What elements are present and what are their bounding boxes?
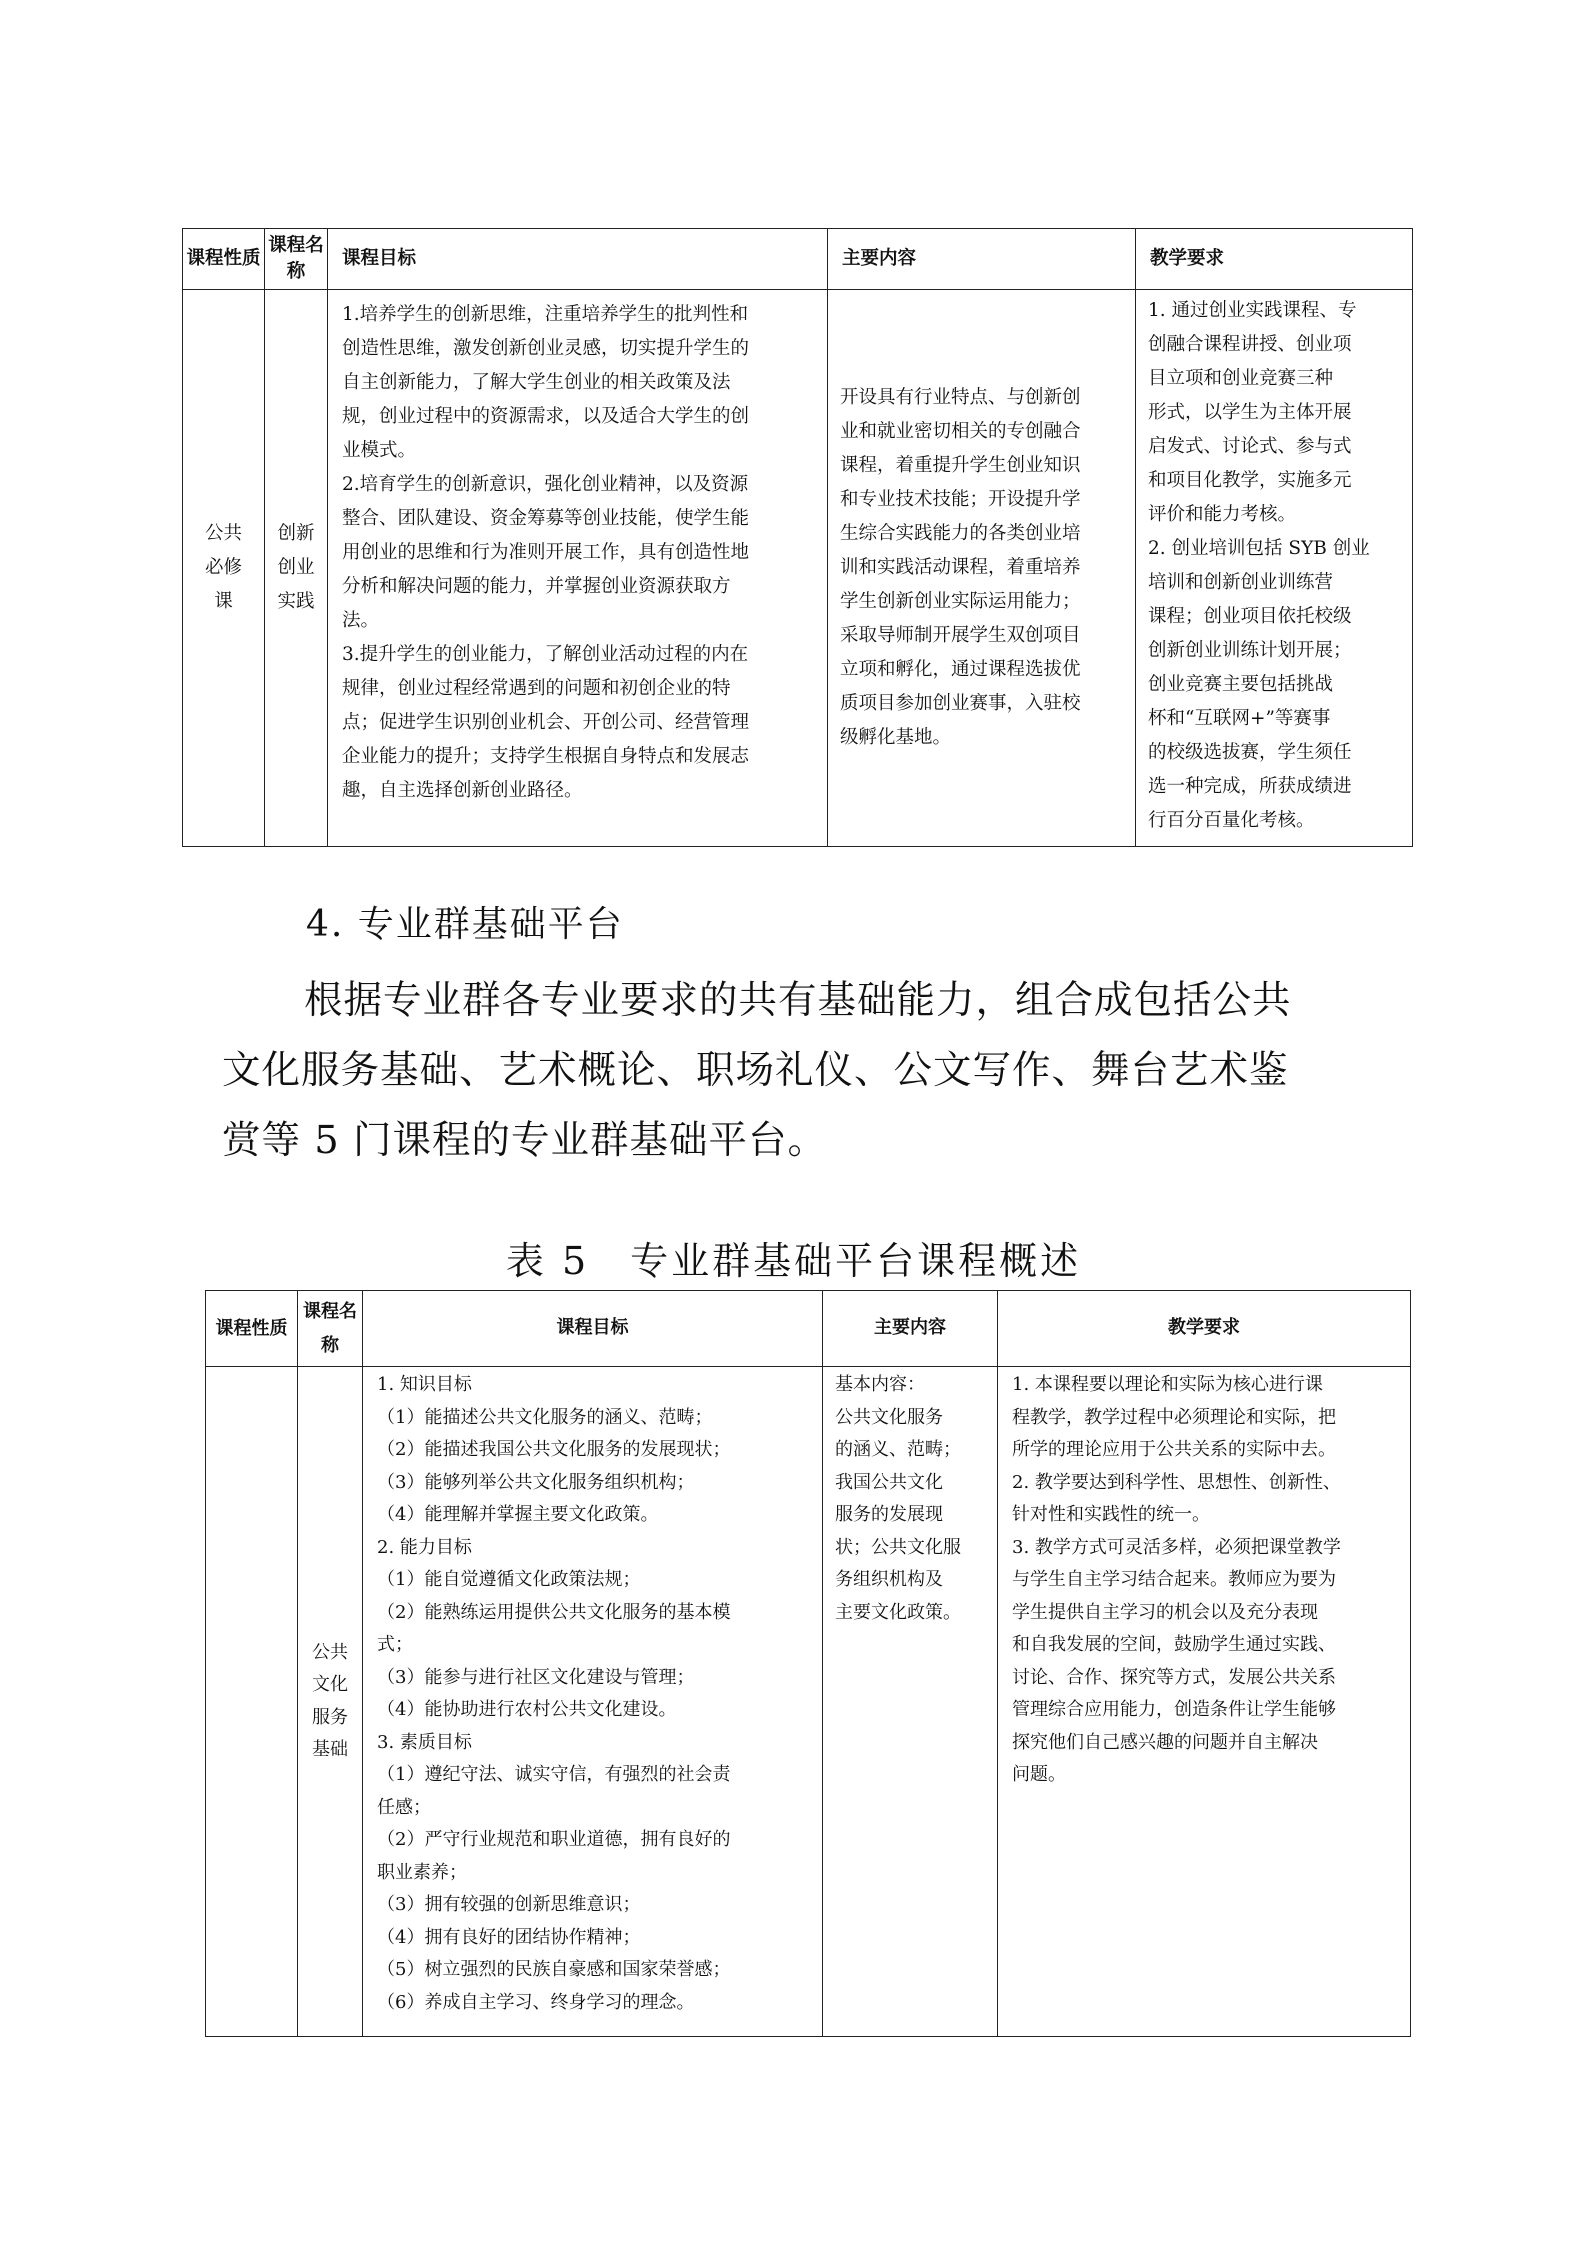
course-table-2 [205,1290,1411,2037]
text-line: 我国公共文化 [835,1471,943,1493]
table-header-row [206,1291,1411,1367]
text-line: （3）能参与进行社区文化建设与管理； [377,1666,695,1688]
text-line: 行百分百量化考核。 [1148,810,1315,831]
text-line: 创融合课程讲授、创业项 [1148,334,1352,355]
cell-course-type [206,1367,298,2037]
cell-teaching-req [998,1367,1411,2037]
table-header-row [183,229,1413,290]
text-line: 整合、团队建设、资金筹募等创业技能，使学生能 [342,508,750,529]
text-line: 课程，着重提升学生创业知识 [840,455,1081,476]
text-line: （3）拥有较强的创新思维意识； [377,1894,641,1915]
header-course-name-text: 课程名称 [303,1300,357,1356]
text-line: 式； [377,1634,413,1655]
text-line: 1. 知识目标 [377,1374,472,1395]
text-line: 企业能力的提升；支持学生根据自身特点和发展志 [342,746,750,767]
table-row [183,290,1413,847]
text-line: 规，创业过程中的资源需求，以及适合大学生的创 [342,406,750,427]
text-line: 课程；创业项目依托校级 [1148,606,1352,627]
section-paragraph [222,966,1412,1176]
text-line: 服务的发展现 [835,1504,943,1525]
text-line: 公共 [204,523,242,544]
text-line: 启发式、讨论式、参与式 [1148,436,1352,457]
text-line: 公共 [312,1641,348,1663]
text-line: 1. 本课程要以理论和实际为核心进行课 [1012,1374,1323,1395]
header-course-goal [363,1291,823,1367]
table-row [206,1367,1411,2037]
course-type-lines [183,517,264,619]
section-heading: 4. 专业群基础平台 [306,904,624,945]
cell-course-name [298,1367,363,2037]
text-line: 3. 教学方式可灵活多样，必须把课堂教学 [1012,1536,1341,1558]
header-text [183,246,264,272]
text-line: （4）能协助进行农村公共文化建设。 [377,1699,677,1720]
text-line: 分析和解决问题的能力，并掌握创业资源获取方 [342,576,731,597]
text-line: 的校级选拔赛，学生须任 [1148,742,1352,763]
paragraph-line: 文化服务基础、艺术概论、职场礼仪、公文写作、舞台艺术鉴 [222,1048,1289,1093]
course-name-lines [265,517,327,619]
teaching-req-lines [1148,294,1412,838]
text-line: （4）能理解并掌握主要文化政策。 [377,1504,659,1525]
text-line: 规律，创业过程经常遇到的问题和初创企业的特 [342,678,731,699]
header-main-content [828,229,1136,290]
text-line: 和自我发展的空间，鼓励学生通过实践、 [1012,1634,1336,1655]
text-line: 课 [214,591,233,612]
header-course-name-text: 课程名称 [268,235,324,282]
text-line: 职业素养； [377,1861,467,1883]
header-main-content-text: 主要内容 [842,248,917,269]
text-line: 服务 [312,1706,348,1728]
text-line: 趣，自主选择创新创业路径。 [342,780,583,801]
text-line: 3.提升学生的创业能力，了解创业活动过程的内在 [342,644,749,665]
main-content-lines [840,381,1135,755]
text-line: 针对性和实践性的统一。 [1012,1504,1210,1525]
text-line: 主要文化政策。 [835,1601,961,1623]
text-line: 基础 [312,1739,348,1760]
header-course-type-text: 课程性质 [186,248,261,269]
text-line: 创新 [277,523,315,544]
text-line: 程教学，教学过程中必须理论和实际，把 [1012,1406,1336,1428]
course-goal-lines [342,298,827,808]
header-main-content [823,1291,998,1367]
text-line: 选一种完成，所获成绩进 [1148,776,1352,797]
cell-main-content [828,290,1136,847]
text-line: 创业 [277,557,315,578]
course-table-1 [182,228,1413,847]
text-line: 的涵义、范畴； [835,1439,961,1460]
text-line: 务组织机构及 [835,1569,943,1590]
text-line: 文化 [312,1674,348,1695]
text-line: 必修 [204,557,242,578]
text-line: （1）能自觉遵循文化政策法规； [377,1569,641,1590]
course-name-lines [298,1637,362,1767]
text-line: 自主创新能力，了解大学生创业的相关政策及法 [342,372,731,393]
cell-course-goal [363,1367,823,2037]
text-line: 级孵化基地。 [840,727,952,748]
text-line: 点；促进学生识别创业机会、开创公司、经营管理 [342,712,750,733]
cell-course-name [265,290,328,847]
text-line: 生综合实践能力的各类创业培 [840,523,1081,544]
text-line: 用创业的思维和行为准则开展工作，具有创造性地 [342,542,750,563]
text-line: 2. 教学要达到科学性、思想性、创新性、 [1012,1471,1341,1493]
text-line: 实践 [277,591,315,612]
header-course-name [265,229,328,290]
text-line: 创业竞赛主要包括挑战 [1148,674,1334,695]
text-line: （1）能描述公共文化服务的涵义、范畴； [377,1406,713,1428]
cell-teaching-req [1136,290,1413,847]
header-teaching-req [1136,229,1413,290]
text-line: 讨论、合作、探究等方式，发展公共关系 [1012,1666,1336,1688]
course-goal-lines [377,1369,822,2019]
text-line: 和专业技术技能；开设提升学 [840,489,1081,510]
text-line: 形式，以学生为主体开展 [1148,402,1352,423]
text-line: 2.培育学生的创新意识，强化创业精神，以及资源 [342,474,749,495]
text-line: 质项目参加创业赛事，入驻校 [840,693,1081,714]
text-line: 创造性思维，激发创新创业灵感，切实提升学生的 [342,338,750,359]
text-line: 采取导师制开展学生双创项目 [840,625,1081,646]
header-course-type [206,1291,298,1367]
text-line: 业模式。 [342,440,417,461]
text-line: 评价和能力考核。 [1148,504,1297,525]
header-teaching-req [998,1291,1411,1367]
text-line: 探究他们自己感兴趣的问题并自主解决 [1012,1731,1318,1753]
header-teaching-req-text: 教学要求 [1150,248,1225,269]
text-line: 培训和创新创业训练营 [1148,572,1334,593]
text-line: （6）养成自主学习、终身学习的理念。 [377,1991,695,2013]
cell-main-content [823,1367,998,2037]
text-line: 训和实践活动课程，着重培养 [840,557,1081,578]
main-content-lines [835,1369,997,1629]
text-line: （2）严守行业规范和职业道德，拥有良好的 [377,1829,731,1850]
text-line: 3. 素质目标 [377,1731,472,1753]
text-line: 法。 [342,610,380,631]
text-line: （3）能够列举公共文化服务组织机构； [377,1471,695,1493]
text-line: 杯和“互联网+”等赛事 [1148,708,1331,729]
text-line: （2）能描述我国公共文化服务的发展现状； [377,1439,731,1460]
text-line: 开设具有行业特点、与创新创 [840,387,1081,408]
header-teaching-req-text: 教学要求 [1168,1317,1240,1339]
text-line: 1. 通过创业实践课程、专 [1148,300,1357,321]
teaching-req-lines [1012,1369,1410,1792]
header-course-goal-text: 课程目标 [342,248,417,269]
text-line: （5）树立强烈的民族自豪感和国家荣誉感； [377,1959,731,1980]
header-course-goal-text: 课程目标 [556,1317,629,1339]
header-main-content-text: 主要内容 [874,1317,946,1339]
text-line: 创新创业训练计划开展； [1148,640,1352,661]
header-course-goal [328,229,828,290]
header-course-type-text: 课程性质 [215,1317,288,1339]
text-line: 业和就业密切相关的专创融合 [840,421,1081,442]
text-line: 问题。 [1012,1764,1066,1785]
text-line: 立项和孵化，通过课程选拔优 [840,659,1081,680]
text-line: 管理综合应用能力，创造条件让学生能够 [1012,1699,1336,1720]
text-line: （4）拥有良好的团结协作精神； [377,1926,641,1948]
text-line: 1.培养学生的创新思维，注重培养学生的批判性和 [342,304,749,325]
text-line: 学生提供自主学习的机会以及充分表现 [1012,1601,1318,1623]
text-line: （2）能熟练运用提供公共文化服务的基本模 [377,1601,731,1623]
cell-course-type [183,290,265,847]
text-line: 学生创新创业实际运用能力； [840,591,1081,612]
paragraph-line: 赏等 5 门课程的专业群基础平台。 [222,1118,827,1163]
text-line: 任感； [377,1796,431,1818]
cell-course-goal [328,290,828,847]
text-line: 与学生自主学习结合起来。教师应为要为 [1012,1569,1336,1590]
text-line: 目立项和创业竞赛三种 [1148,368,1334,389]
table-caption: 表 5 专业群基础平台课程概述 [505,1239,1082,1283]
header-course-type [183,229,265,290]
text-line: （1）遵纪守法、诚实守信，有强烈的社会责 [377,1764,731,1785]
text-line: 基本内容： [835,1374,925,1395]
text-line: 2. 创业培训包括 SYB 创业 [1148,538,1370,559]
header-course-name [298,1291,363,1367]
text-line: 和项目化教学，实施多元 [1148,470,1352,491]
text-line: 公共文化服务 [835,1406,943,1428]
text-line: 所学的理论应用于公共关系的实际中去。 [1012,1439,1336,1460]
paragraph-line: 根据专业群各专业要求的共有基础能力，组合成包括公共 [304,978,1292,1023]
text-line: 2. 能力目标 [377,1536,472,1558]
text-line: 状；公共文化服 [835,1536,961,1558]
